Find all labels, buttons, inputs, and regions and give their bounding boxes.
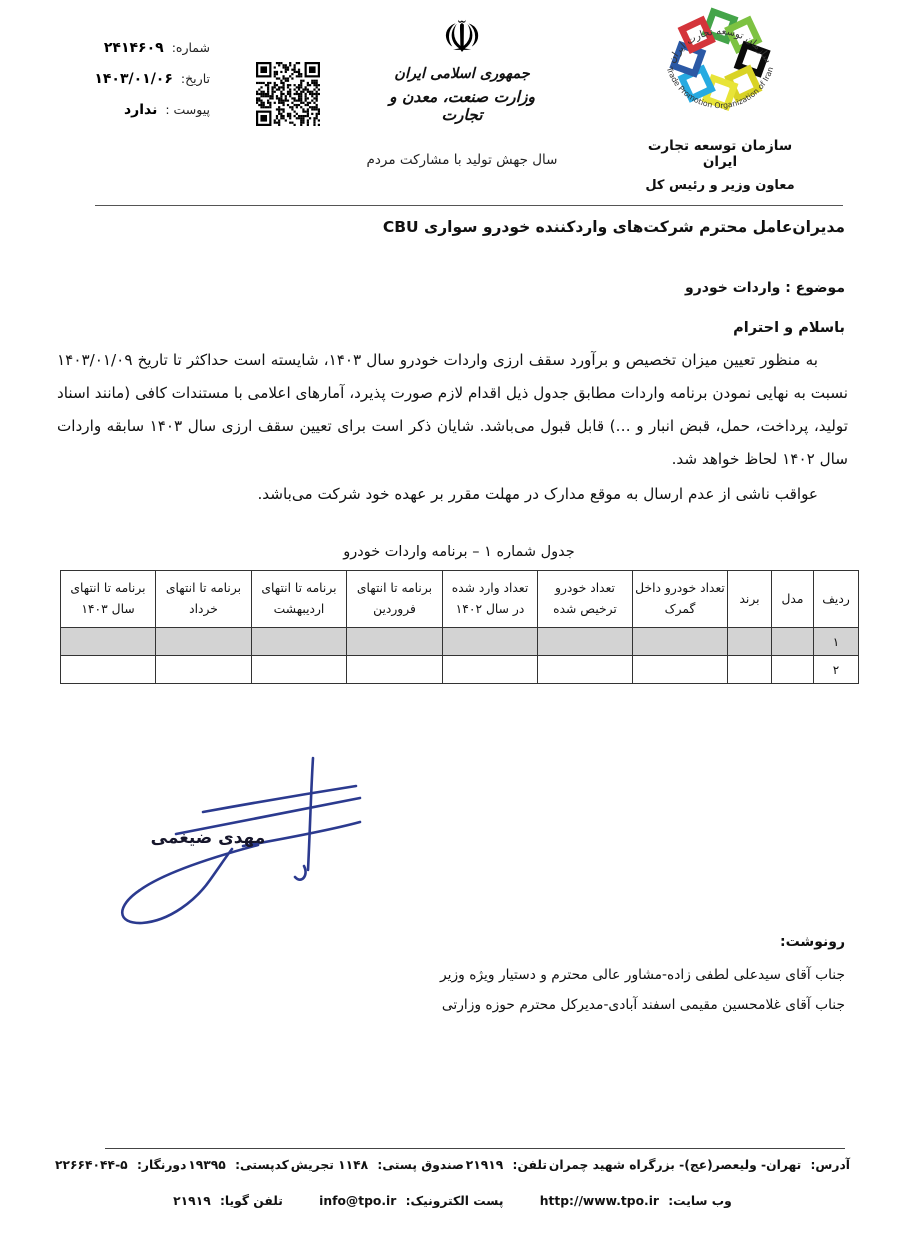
empty-cell[interactable] — [61, 628, 156, 656]
empty-cell[interactable] — [252, 628, 347, 656]
phone-value: ۲۱۹۱۹ — [465, 1158, 504, 1172]
footer-voice-phone — [173, 1194, 283, 1208]
col-cleared: تعداد خودرو ترخیص شده — [538, 571, 633, 628]
doc-date-label: تاریخ: — [180, 71, 210, 86]
footer-website — [535, 1194, 731, 1208]
col-brand: برند — [728, 571, 772, 628]
footer-postal-code — [188, 1158, 289, 1172]
doc-attachment — [70, 102, 210, 118]
doc-number — [70, 40, 210, 56]
org-role: معاون وزیر و رئیس کل — [645, 178, 795, 193]
year-slogan: سال جهش تولید با مشارکت مردم — [366, 152, 558, 168]
cc-item: جناب آقای سیدعلی لطفی زاده-مشاور عالی محترم و دستیار ویژه وزیر — [440, 967, 845, 983]
row-index-cell: ۱ — [814, 628, 859, 656]
doc-date — [70, 71, 210, 87]
col-plan-ordibehesht: برنامه تا انتهای اردیبهشت — [252, 571, 347, 628]
col-plan-year-1403: برنامه تا انتهای سال ۱۴۰۳ — [61, 571, 156, 628]
org-name: سازمان توسعه تجارت ایران — [647, 138, 793, 170]
footer-email — [315, 1194, 504, 1208]
email-label: پست الکترونیک: — [405, 1194, 504, 1208]
doc-number-label: شماره: — [171, 40, 210, 55]
tpo-logo-icon — [655, 6, 785, 128]
footer-phone — [466, 1158, 547, 1172]
table-row — [61, 628, 859, 656]
footer-pobox — [291, 1158, 464, 1172]
cc-section — [60, 934, 845, 1020]
col-row-number: ردیف — [814, 571, 859, 628]
row-index-cell: ۲ — [814, 656, 859, 684]
footer-fax — [55, 1158, 186, 1172]
table-header-row — [61, 571, 859, 628]
footer-contact-line — [55, 1158, 850, 1172]
postal-value: ۱۹۳۹۵ — [188, 1158, 226, 1172]
iran-emblem-icon: ☫ — [442, 12, 482, 63]
signer-name: مهدی ضیغمی — [150, 828, 266, 848]
address-value: تهران- ولیعصر(عج)- بزرگراه شهید چمران — [548, 1158, 802, 1172]
pobox-label: صندوق پستی: — [377, 1158, 464, 1172]
empty-cell[interactable] — [347, 628, 443, 656]
fax-value: ۵-۲۲۶۶۴۰۴۴ — [55, 1158, 128, 1172]
col-in-customs: تعداد خودرو داخل گمرک — [633, 571, 728, 628]
org-header — [630, 6, 810, 193]
ministry-title: وزارت صنعت، معدن و تجارت — [389, 88, 535, 124]
doc-attachment-label: پیوست : — [165, 102, 210, 117]
empty-cell[interactable] — [443, 628, 538, 656]
empty-cell[interactable] — [728, 656, 772, 684]
empty-cell[interactable] — [538, 628, 633, 656]
col-plan-farvardin: برنامه تا انتهای فروردین — [347, 571, 443, 628]
website-value: http://www.tpo.ir — [539, 1194, 659, 1208]
empty-cell[interactable] — [347, 656, 443, 684]
import-program-table — [60, 570, 859, 684]
empty-cell[interactable] — [61, 656, 156, 684]
col-imported-1402: تعداد وارد شده در سال ۱۴۰۲ — [443, 571, 538, 628]
body-paragraph-2: عواقب ناشی از عدم ارسال به موقع مدارک در مهلت مقرر بر عهده خود شرکت می‌باشد. — [257, 485, 818, 503]
handwritten-signature-icon — [108, 750, 366, 932]
logo-arc-bottom-text: Trade Promotion Organization of Iran — [664, 65, 776, 111]
body-paragraph-1: به منظور تعیین میزان تخصیص و برآورد سقف ارزی واردات خودرو سال ۱۴۰۳، شایسته است حداکثر تا تاریخ ۱۴۰۳/۰۱/۰۹ نسبت به نهایی نمودن برنامه واردات مطابق جدول ذیل اقدام لازم صورت پذیرد، آمارهای اعلامی با مستندات کافی (مانند اسناد تولید، پرداخت، حمل، قبض انبار و …) قابل قبول می‌باشد. شایان ذکر است برای تعیین سقف ارزی سال ۱۴۰۳ سابقه واردات سال ۱۴۰۲ لحاظ خواهد شد. — [57, 351, 848, 468]
empty-cell[interactable] — [156, 656, 252, 684]
postal-label: کدپستی: — [235, 1158, 289, 1172]
email-value: info@tpo.ir — [319, 1194, 397, 1208]
fax-label: دورنگار: — [136, 1158, 187, 1172]
empty-cell[interactable] — [443, 656, 538, 684]
signature-block — [108, 750, 366, 932]
col-plan-khordad: برنامه تا انتهای خرداد — [156, 571, 252, 628]
voice-phone-label: تلفن گویا: — [219, 1194, 283, 1208]
country-title: جمهوری اسلامی ایران — [394, 66, 530, 82]
pobox-value: ۱۱۴۸ تجریش — [290, 1158, 369, 1172]
cc-label: رونوشت: — [780, 934, 845, 950]
logo-arc-top-text: سازمان توسعه تجارت ایران — [666, 26, 774, 66]
empty-cell[interactable] — [252, 656, 347, 684]
doc-attachment-value: ندارد — [123, 102, 158, 118]
table-row — [61, 656, 859, 684]
col-model: مدل — [772, 571, 814, 628]
doc-number-value: ۲۴۱۴۶۰۹ — [103, 40, 164, 56]
empty-cell[interactable] — [538, 656, 633, 684]
website-label: وب سایت: — [668, 1194, 732, 1208]
qr-code-icon — [256, 62, 320, 126]
subject-value: واردات خودرو — [685, 280, 781, 296]
footer-divider — [105, 1148, 845, 1149]
subject-label: موضوع : — [785, 280, 845, 296]
ministry-header — [372, 14, 552, 124]
header-divider — [95, 205, 843, 206]
table-title: جدول شماره ۱ – برنامه واردات خودرو — [343, 544, 575, 560]
doc-meta — [70, 40, 210, 133]
recipient-title: مدیران‌عامل محترم شرکت‌های واردکننده خودرو سواری CBU — [382, 218, 845, 236]
phone-label: تلفن: — [512, 1158, 548, 1172]
empty-cell[interactable] — [156, 628, 252, 656]
footer-web-line — [55, 1194, 850, 1208]
empty-cell[interactable] — [772, 628, 814, 656]
empty-cell[interactable] — [633, 628, 728, 656]
footer-address — [549, 1158, 850, 1172]
empty-cell[interactable] — [728, 628, 772, 656]
voice-phone-value: ۲۱۹۱۹ — [173, 1194, 211, 1208]
cc-item: جناب آقای غلامحسین مقیمی اسفند آبادی-مدیرکل محترم حوزه وزارتی — [441, 997, 845, 1013]
doc-date-value: ۱۴۰۳/۰۱/۰۶ — [94, 71, 173, 87]
address-label: آدرس: — [810, 1158, 850, 1172]
empty-cell[interactable] — [633, 656, 728, 684]
subject-line — [685, 280, 845, 296]
salutation: باسلام و احترام — [733, 320, 845, 336]
empty-cell[interactable] — [772, 656, 814, 684]
